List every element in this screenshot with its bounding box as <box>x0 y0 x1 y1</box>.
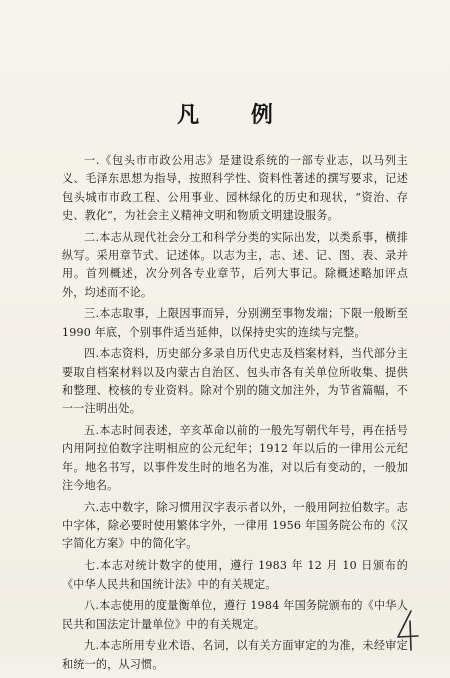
paragraph-7: 七.本志对统计数字的使用，遵行 1983 年 12 月 10 日颁布的《中华人民共和国统计法》中的有关规定。 <box>62 559 408 591</box>
page-title: 凡 例 <box>177 103 295 128</box>
paragraph-9: 九.本志所用专业术语、名词，以有关方面审定的为准，未经审定和统一的，从习惯。 <box>62 639 408 671</box>
paragraph-1: 一.《包头市市政公用志》是建设系统的一部专业志，以马列主义、毛泽东思想为指导，按照科学性、资料性著述的撰写要求，记述包头城市市政工程、公用事业、园林绿化的历史和现状，“资治、存史、教化”，为社会主义精神文明和物质文明建设服务。 <box>62 154 408 222</box>
paragraph-8: 八.本志使用的度量衡单位，遵行 1984 年国务院颁布的《中华人民共和国法定计量单位》中的有关规定。 <box>62 599 408 631</box>
body-text <box>62 152 408 678</box>
paragraph-5: 五.本志时间表述，辛亥革命以前的一般先写朝代年号，再在括号内用阿拉伯数字注明相应的公元纪年；1912 年以后的一律用公元纪年。地名书写，以事件发生时的地名为准，对以后有变动的，一般加注今地名。 <box>62 424 408 493</box>
handwritten-page-number <box>392 608 422 652</box>
paragraph-3: 三.本志取事，上限因事而异，分别溯至事物发端；下限一般断至 1990 年底，个别事件适当延伸，以保持史实的连续与完整。 <box>62 307 408 339</box>
paragraph-6: 六.志中数字，除习惯用汉字表示者以外，一般用阿拉伯数字。志中字体，除必要时使用繁体字外，一律用 1956 年国务院公布的《汉字简化方案》中的简化字。 <box>62 500 408 551</box>
paragraph-4: 四.本志资料，历史部分多录自历代史志及档案材料，当代部分主要取自档案材料以及内蒙古自治区、包头市各有关单位所收集、提供和整理、校核的专业资料。除对个别的随文加注外，为节省篇幅，不一一注明出处。 <box>62 347 408 416</box>
paragraph-2: 二.本志从现代社会分工和科学分类的实际出发，以类系事，横排纵写。采用章节式、记述体。以志为主，志、述、记、图、表、录并用。首列概述，次分列各专业章节，后列大事记。除概述略加评点外，均述而不论。 <box>62 230 408 299</box>
